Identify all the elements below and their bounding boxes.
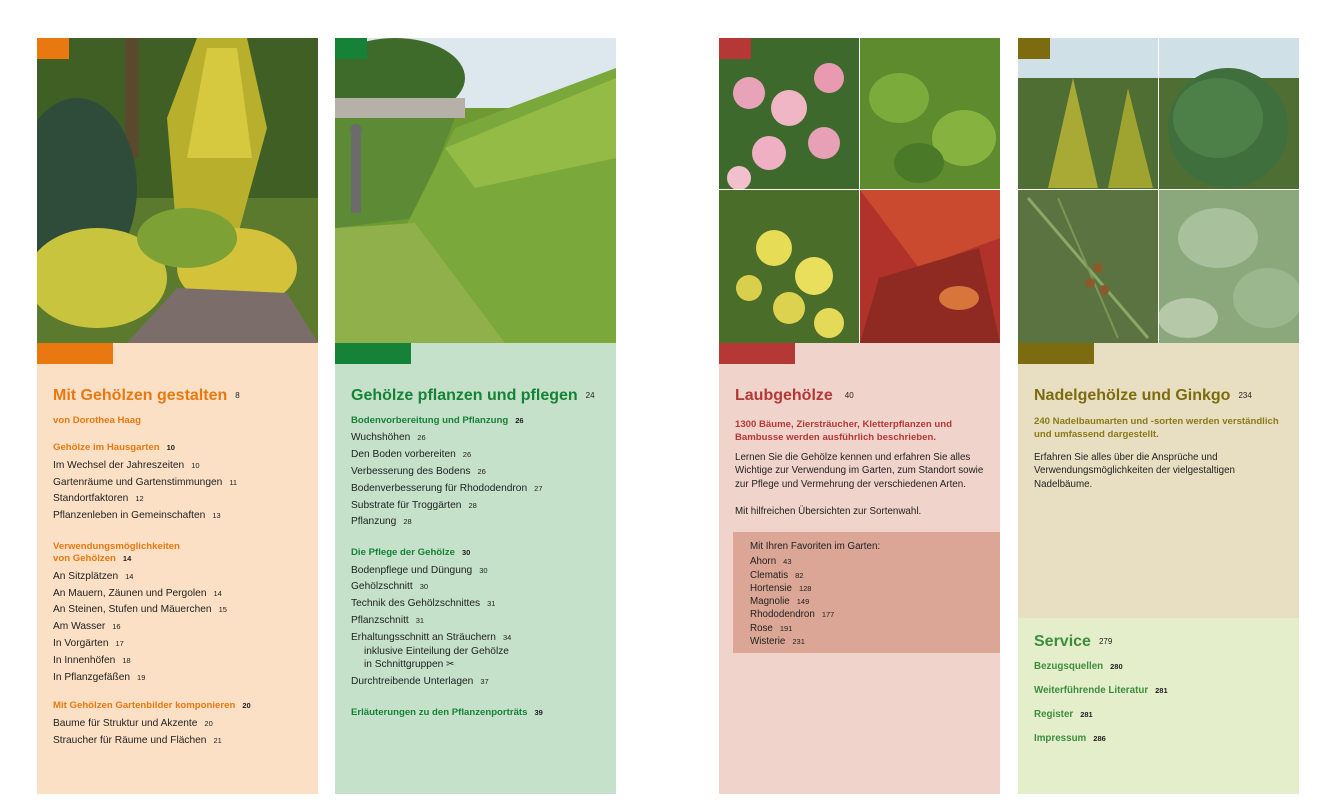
entry-page: 26 — [477, 467, 486, 476]
toc-entry — [351, 498, 608, 515]
favorite-entry — [750, 635, 880, 648]
entry-page: 149 — [796, 597, 810, 607]
entry-label: Standortfaktoren — [53, 493, 129, 505]
chapter-page: 8 — [235, 391, 240, 400]
entry-label: Straucher für Räume und Flächen — [53, 734, 207, 746]
toc-section-heading — [53, 700, 310, 712]
entry-page: 26 — [462, 450, 472, 460]
toc-entry — [351, 563, 608, 580]
entry-page: 20 — [204, 718, 213, 728]
author-line: von Dorothea Haag — [53, 415, 141, 426]
entry-label: Technik des Gehölzschnittes — [351, 598, 481, 610]
favorite-entry — [750, 555, 880, 568]
toc-entry — [53, 636, 310, 653]
entry-page: 43 — [783, 557, 792, 567]
entry-page: 82 — [795, 570, 804, 580]
entry-page: 17 — [115, 639, 124, 648]
chapter-page: 234 — [1238, 391, 1252, 400]
chapter-lead: 1300 Bäume, Ziersträucher, Kletterpflanzen und Bambusse werden ausführlich beschrieben. — [735, 419, 952, 444]
garden-photo — [37, 38, 318, 343]
service-entry — [1034, 685, 1168, 709]
entry-label: In Innenhöfen — [53, 654, 116, 666]
service-title-text: Service — [1034, 633, 1091, 651]
favorites-list — [750, 540, 880, 648]
chapter-page: 24 — [585, 391, 595, 400]
entry-label: Pflanzung — [351, 516, 397, 528]
entry-page: 27 — [534, 483, 543, 493]
toc-entry — [351, 613, 608, 630]
entry-page: 11 — [229, 477, 238, 487]
chapter-laubgehoelze — [719, 38, 1000, 794]
entry-label: Baume für Struktur und Akzente — [53, 717, 198, 729]
entry-page: 30 — [479, 565, 488, 575]
entry-label: Wuchshöhen — [351, 432, 411, 444]
chapter-page: 40 — [844, 391, 854, 400]
entry-label: Ahorn — [750, 556, 777, 568]
toc-list — [351, 415, 608, 719]
toc-entry — [351, 596, 608, 613]
toc-entry — [53, 491, 310, 508]
entry-label: Am Wasser — [53, 621, 106, 633]
chapter-title-text: Nadelgehölze und Ginkgo — [1034, 387, 1231, 405]
toc-entry — [53, 653, 310, 670]
chapter-title-text: Laubgehölze — [735, 387, 833, 405]
toc-entry — [351, 631, 608, 645]
entry-page: 286 — [1093, 734, 1106, 743]
entry-label: An Mauern, Zäunen und Pergolen — [53, 587, 207, 599]
toc-list — [53, 415, 310, 749]
entry-label: Rhododendron — [750, 609, 815, 621]
chapter-title-text: Mit Gehölzen gestalten — [53, 387, 228, 405]
entry-label: Hortensie — [750, 582, 792, 594]
service-entry — [1034, 709, 1168, 733]
toc-entry — [53, 586, 310, 603]
toc-entry — [53, 670, 310, 687]
chapter-color-tab — [37, 38, 69, 59]
service-page: 279 — [1098, 637, 1113, 646]
chapter-color-tab — [1018, 38, 1050, 59]
toc-entry — [351, 514, 608, 531]
entry-page: 28 — [403, 517, 412, 527]
section-label: von Gehölzen — [53, 553, 116, 565]
section-label: Verwendungsmöglichkeiten — [53, 541, 180, 552]
chapter-title — [735, 386, 854, 406]
service-title — [1034, 632, 1112, 652]
service-entry — [1034, 661, 1168, 685]
chapter-title — [53, 386, 240, 406]
entry-page: 280 — [1110, 662, 1123, 671]
entry-page: 26 — [417, 433, 426, 443]
entry-label: Pflanzenleben in Gemeinschaften — [53, 510, 206, 522]
entry-label: An Sitzplätzen — [53, 570, 119, 582]
chapter-description-note: Mit hilfreichen Übersichten zur Sortenwahl. — [735, 506, 922, 517]
chapter-color-tab — [719, 38, 751, 59]
entry-page: 30 — [419, 582, 429, 592]
toc-entry — [351, 579, 608, 596]
favorite-entry — [750, 608, 880, 621]
section-label: Die Pflege der Gehölze — [351, 547, 455, 559]
entry-page: 37 — [480, 676, 489, 686]
entry-label: Durchtreibende Unterlagen — [351, 675, 474, 687]
entry-page: 19 — [137, 672, 146, 682]
entry-label: In Vorgärten — [53, 638, 109, 649]
entry-label: Rose — [750, 622, 773, 634]
entry-label: Verbesserung des Bodens — [351, 466, 471, 477]
chapter-nadelgehoelze-und-ginkgo — [1018, 38, 1299, 794]
toc-entry — [351, 430, 608, 447]
chapter-mit-gehoelzen-gestalten — [37, 38, 318, 794]
entry-label: Bodenverbesserung für Rhododendron — [351, 482, 528, 494]
toc-entry — [351, 674, 608, 691]
section-label: Erläuterungen zu den Pflanzenporträts — [351, 706, 528, 718]
toc-entry — [53, 602, 310, 619]
toc-entry — [53, 733, 310, 750]
entry-page: 10 — [191, 460, 200, 470]
entry-label: Substrate für Troggärten — [351, 499, 462, 511]
toc-section-heading-cont — [53, 553, 310, 565]
entry-page: 31 — [487, 599, 496, 609]
entry-label: Pflanzschnitt — [351, 614, 409, 626]
section-page: 26 — [515, 416, 524, 425]
favorite-entry — [750, 569, 880, 582]
entry-page: 281 — [1155, 686, 1168, 695]
entry-page: 28 — [468, 500, 477, 510]
favorite-entry — [750, 622, 880, 635]
toc-entry — [53, 458, 310, 475]
entry-page: 128 — [798, 583, 812, 593]
entry-page: 31 — [415, 615, 425, 625]
section-label: Gehölze im Hausgarten — [53, 442, 160, 454]
entry-page: 34 — [502, 632, 512, 642]
entry-label: Impressum — [1034, 733, 1087, 744]
toc-entry — [351, 481, 608, 498]
entry-label: Den Boden vorbereiten — [351, 449, 456, 461]
entry-label: Clematis — [750, 569, 789, 581]
chapter-color-bar — [719, 343, 795, 364]
entry-page: 281 — [1080, 710, 1093, 719]
entry-page: 21 — [213, 735, 222, 745]
chapter-lead: 240 Nadelbaumarten und -sorten werden verständlich und umfassend dargestellt. — [1034, 416, 1279, 441]
toc-section-heading — [351, 707, 608, 719]
hedge-photo — [335, 38, 616, 343]
chapter-title — [1034, 386, 1252, 406]
toc-section-heading — [53, 442, 310, 454]
chapter-title-text: Gehölze pflanzen und pflegen — [351, 387, 578, 405]
chapter-color-tab — [335, 38, 367, 59]
chapter-color-bar — [335, 343, 411, 364]
toc-entry — [53, 716, 310, 733]
entry-page: 231 — [792, 637, 805, 647]
section-label: Bodenvorbereitung und Pflanzung — [351, 415, 509, 426]
section-page: 20 — [242, 701, 251, 711]
chapter-description: Erfahren Sie alles über die Ansprüche und Verwendungsmöglichkeiten der vielgestaltigen Nadelbäume. — [1034, 452, 1235, 490]
favorites-box — [733, 532, 1000, 653]
entry-label: Magnolie — [750, 596, 790, 608]
section-page: 30 — [461, 548, 471, 558]
section-label: Mit Gehölzen Gartenbilder komponieren — [53, 700, 236, 712]
entry-page: 18 — [122, 655, 131, 665]
entry-label: Wisterie — [750, 636, 786, 648]
section-page: 14 — [122, 554, 132, 564]
toc-entry — [53, 569, 310, 586]
entry-label: An Steinen, Stufen und Mäuerchen — [53, 604, 212, 616]
toc-entry — [53, 619, 310, 636]
chapter-gehoelze-pflanzen-und-pflegen — [335, 38, 616, 794]
entry-label: Gartenräume und Gartenstimmungen — [53, 476, 223, 488]
favorite-entry — [750, 582, 880, 595]
toc-section-heading — [53, 541, 310, 553]
entry-label: Gehölzschnitt — [351, 581, 413, 593]
entry-label: Im Wechsel der Jahreszeiten — [53, 459, 185, 471]
entry-page: 191 — [779, 623, 793, 633]
entry-page: 12 — [135, 494, 144, 504]
toc-entry-note: in Schnittgruppen ✂ — [364, 659, 455, 671]
entry-label: In Pflanzgefäßen — [53, 671, 131, 683]
entry-page: 15 — [218, 605, 227, 615]
entry-label: Register — [1034, 709, 1074, 720]
chapter-color-bar — [37, 343, 113, 364]
toc-section-heading — [351, 547, 608, 559]
toc-entry — [351, 464, 608, 481]
toc-entry — [53, 508, 310, 525]
chapter-color-bar — [1018, 343, 1094, 364]
service-list — [1034, 661, 1168, 757]
service-entry — [1034, 733, 1168, 757]
toc-entry-note: inklusive Einteilung der Gehölze — [364, 645, 509, 657]
favorite-entry — [750, 595, 880, 608]
toc-section-heading — [351, 415, 608, 427]
deciduous-photo-grid — [719, 38, 1000, 343]
chapter-title — [351, 386, 595, 406]
entry-page: 16 — [112, 622, 121, 632]
entry-page: 14 — [125, 571, 134, 581]
entry-page: 177 — [821, 610, 835, 620]
entry-page: 13 — [212, 511, 221, 521]
section-page: 39 — [534, 707, 543, 717]
entry-label: Weiterführende Literatur — [1034, 685, 1149, 696]
entry-label: Erhaltungsschnitt an Sträuchern — [351, 631, 496, 643]
chapter-description: Lernen Sie die Gehölze kennen und erfahren Sie alles Wichtige zur Verwendung im Garten, zum Standort sowie zur Pflege und Vermehrung der verschiedenen Arten. — [735, 452, 984, 490]
entry-page: 14 — [213, 588, 222, 598]
toc-entry — [351, 447, 608, 464]
section-page: 10 — [166, 443, 175, 453]
toc-entry — [53, 475, 310, 492]
conifer-photo-grid — [1018, 38, 1299, 343]
entry-label: Bezugsquellen — [1034, 661, 1104, 672]
entry-label: Bodenpflege und Düngung — [351, 564, 473, 576]
favorites-heading: Mit Ihren Favoriten im Garten: — [750, 541, 881, 552]
